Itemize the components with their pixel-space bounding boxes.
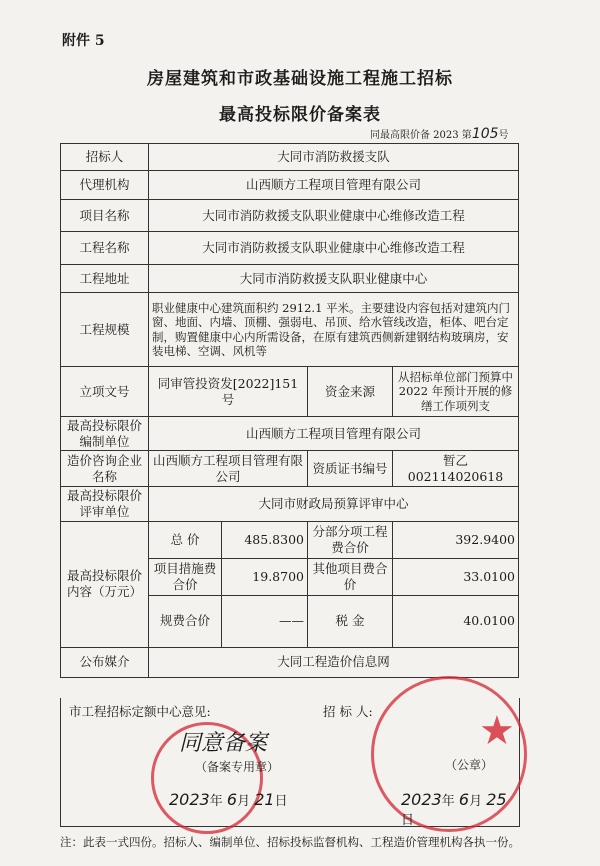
- row-agency: [61, 171, 519, 200]
- row-limit-1: [61, 521, 519, 558]
- official-seal-label: （公章）: [445, 758, 494, 772]
- value-sub-items: 392.9400: [393, 521, 519, 558]
- label-other-items: 其他项目费合价: [308, 558, 393, 595]
- value-other-items: 33.0100: [393, 558, 519, 595]
- value-scale: 职业健康中心建筑面积约 2912.1 平米。主要建设内容包括对建筑内门窗、地面、内墙、顶棚、强弱电、吊顶、给水管线改造，柜体、吧台定制，购置健康中心内所需设备，在原有建筑西侧新建钢结构玻璃房，安装电梯、空调、风机等: [149, 293, 519, 367]
- attachment-label: 附件 5: [62, 33, 105, 49]
- label-cost-consult: 造价咨询企业名称: [61, 451, 149, 487]
- handwritten-approval: 同意备案: [179, 731, 268, 756]
- filing-table: [60, 143, 519, 678]
- page-title-line2: 最高投标限价备案表: [219, 105, 381, 125]
- footnote: 注：此表一式四份。招标人、编制单位、招标投标监督机构、工程造价管理机构各执一份。: [60, 835, 520, 849]
- value-fees: ——: [222, 595, 308, 647]
- label-tenderer: 招标人: [61, 144, 149, 171]
- value-compiler: 山西顺方工程项目管理有限公司: [149, 417, 519, 451]
- value-approval: 同审管投资发[2022]151 号: [149, 367, 308, 417]
- filing-number: 同最高限价备 2023 第105号: [370, 126, 509, 142]
- quota-center-opinion-title: 市工程招标定额中心意见:: [69, 704, 211, 719]
- value-cost-consult: 山西顺方工程项目管理有限公司: [149, 451, 308, 487]
- label-media: 公布媒介: [61, 647, 149, 677]
- value-agency: 山西顺方工程项目管理有限公司: [149, 171, 519, 200]
- value-review: 大同市财政局预算评审中心: [149, 487, 519, 521]
- row-compiler: [61, 417, 519, 451]
- row-engineering-name: [61, 232, 519, 265]
- label-approval: 立项文号: [61, 367, 149, 417]
- label-measures: 项目措施费合价: [149, 558, 222, 595]
- row-media: [61, 647, 519, 677]
- row-scale: [61, 293, 519, 367]
- label-sub-items: 分部分项工程费合价: [308, 521, 393, 558]
- page-title-line1: 房屋建筑和市政基础设施工程施工招标: [147, 69, 453, 89]
- value-address: 大同市消防救援支队职业健康中心: [149, 265, 519, 293]
- label-fund-source: 资金来源: [308, 367, 393, 417]
- label-limit-content: 最高投标限价内容（万元）: [61, 521, 149, 647]
- label-address: 工程地址: [61, 265, 149, 293]
- row-approval: [61, 367, 519, 417]
- label-engineering-name: 工程名称: [61, 232, 149, 265]
- value-engineering-name: 大同市消防救援支队职业健康中心维修改造工程: [149, 232, 519, 265]
- tenderer-signature-title: 招 标 人:: [323, 704, 373, 719]
- value-cert-number: 暂乙 002114020618: [393, 451, 519, 487]
- filing-date: 2023年 6月 21日: [169, 790, 288, 809]
- row-project-name: [61, 200, 519, 232]
- row-address: [61, 265, 519, 293]
- label-compiler: 最高投标限价编制单位: [61, 417, 149, 451]
- filing-seal-label: （备案专用章）: [195, 760, 280, 774]
- signature-area: [60, 698, 520, 827]
- row-review: [61, 487, 519, 521]
- label-scale: 工程规模: [61, 293, 149, 367]
- value-measures: 19.8700: [222, 558, 308, 595]
- value-media: 大同工程造价信息网: [149, 647, 519, 677]
- row-cost-consult: [61, 451, 519, 487]
- label-total: 总 价: [149, 521, 222, 558]
- label-review: 最高投标限价评审单位: [61, 487, 149, 521]
- label-cert-number: 资质证书编号: [308, 451, 393, 487]
- label-tax: 税 金: [308, 595, 393, 647]
- value-tenderer: 大同市消防救援支队: [149, 144, 519, 171]
- tenderer-date: 2023年 6月 25日: [401, 790, 507, 828]
- row-tenderer: [61, 144, 519, 171]
- label-agency: 代理机构: [61, 171, 149, 200]
- value-total: 485.8300: [222, 521, 308, 558]
- seal-star-icon: ★: [479, 708, 515, 754]
- value-project-name: 大同市消防救援支队职业健康中心维修改造工程: [149, 200, 519, 232]
- filing-handwritten-number: 105: [471, 126, 499, 142]
- value-tax: 40.0100: [393, 595, 519, 647]
- label-project-name: 项目名称: [61, 200, 149, 232]
- label-fees: 规费合价: [149, 595, 222, 647]
- value-fund-source: 从招标单位部门预算中 2022 年预计开展的修缮工作项列支: [393, 367, 519, 417]
